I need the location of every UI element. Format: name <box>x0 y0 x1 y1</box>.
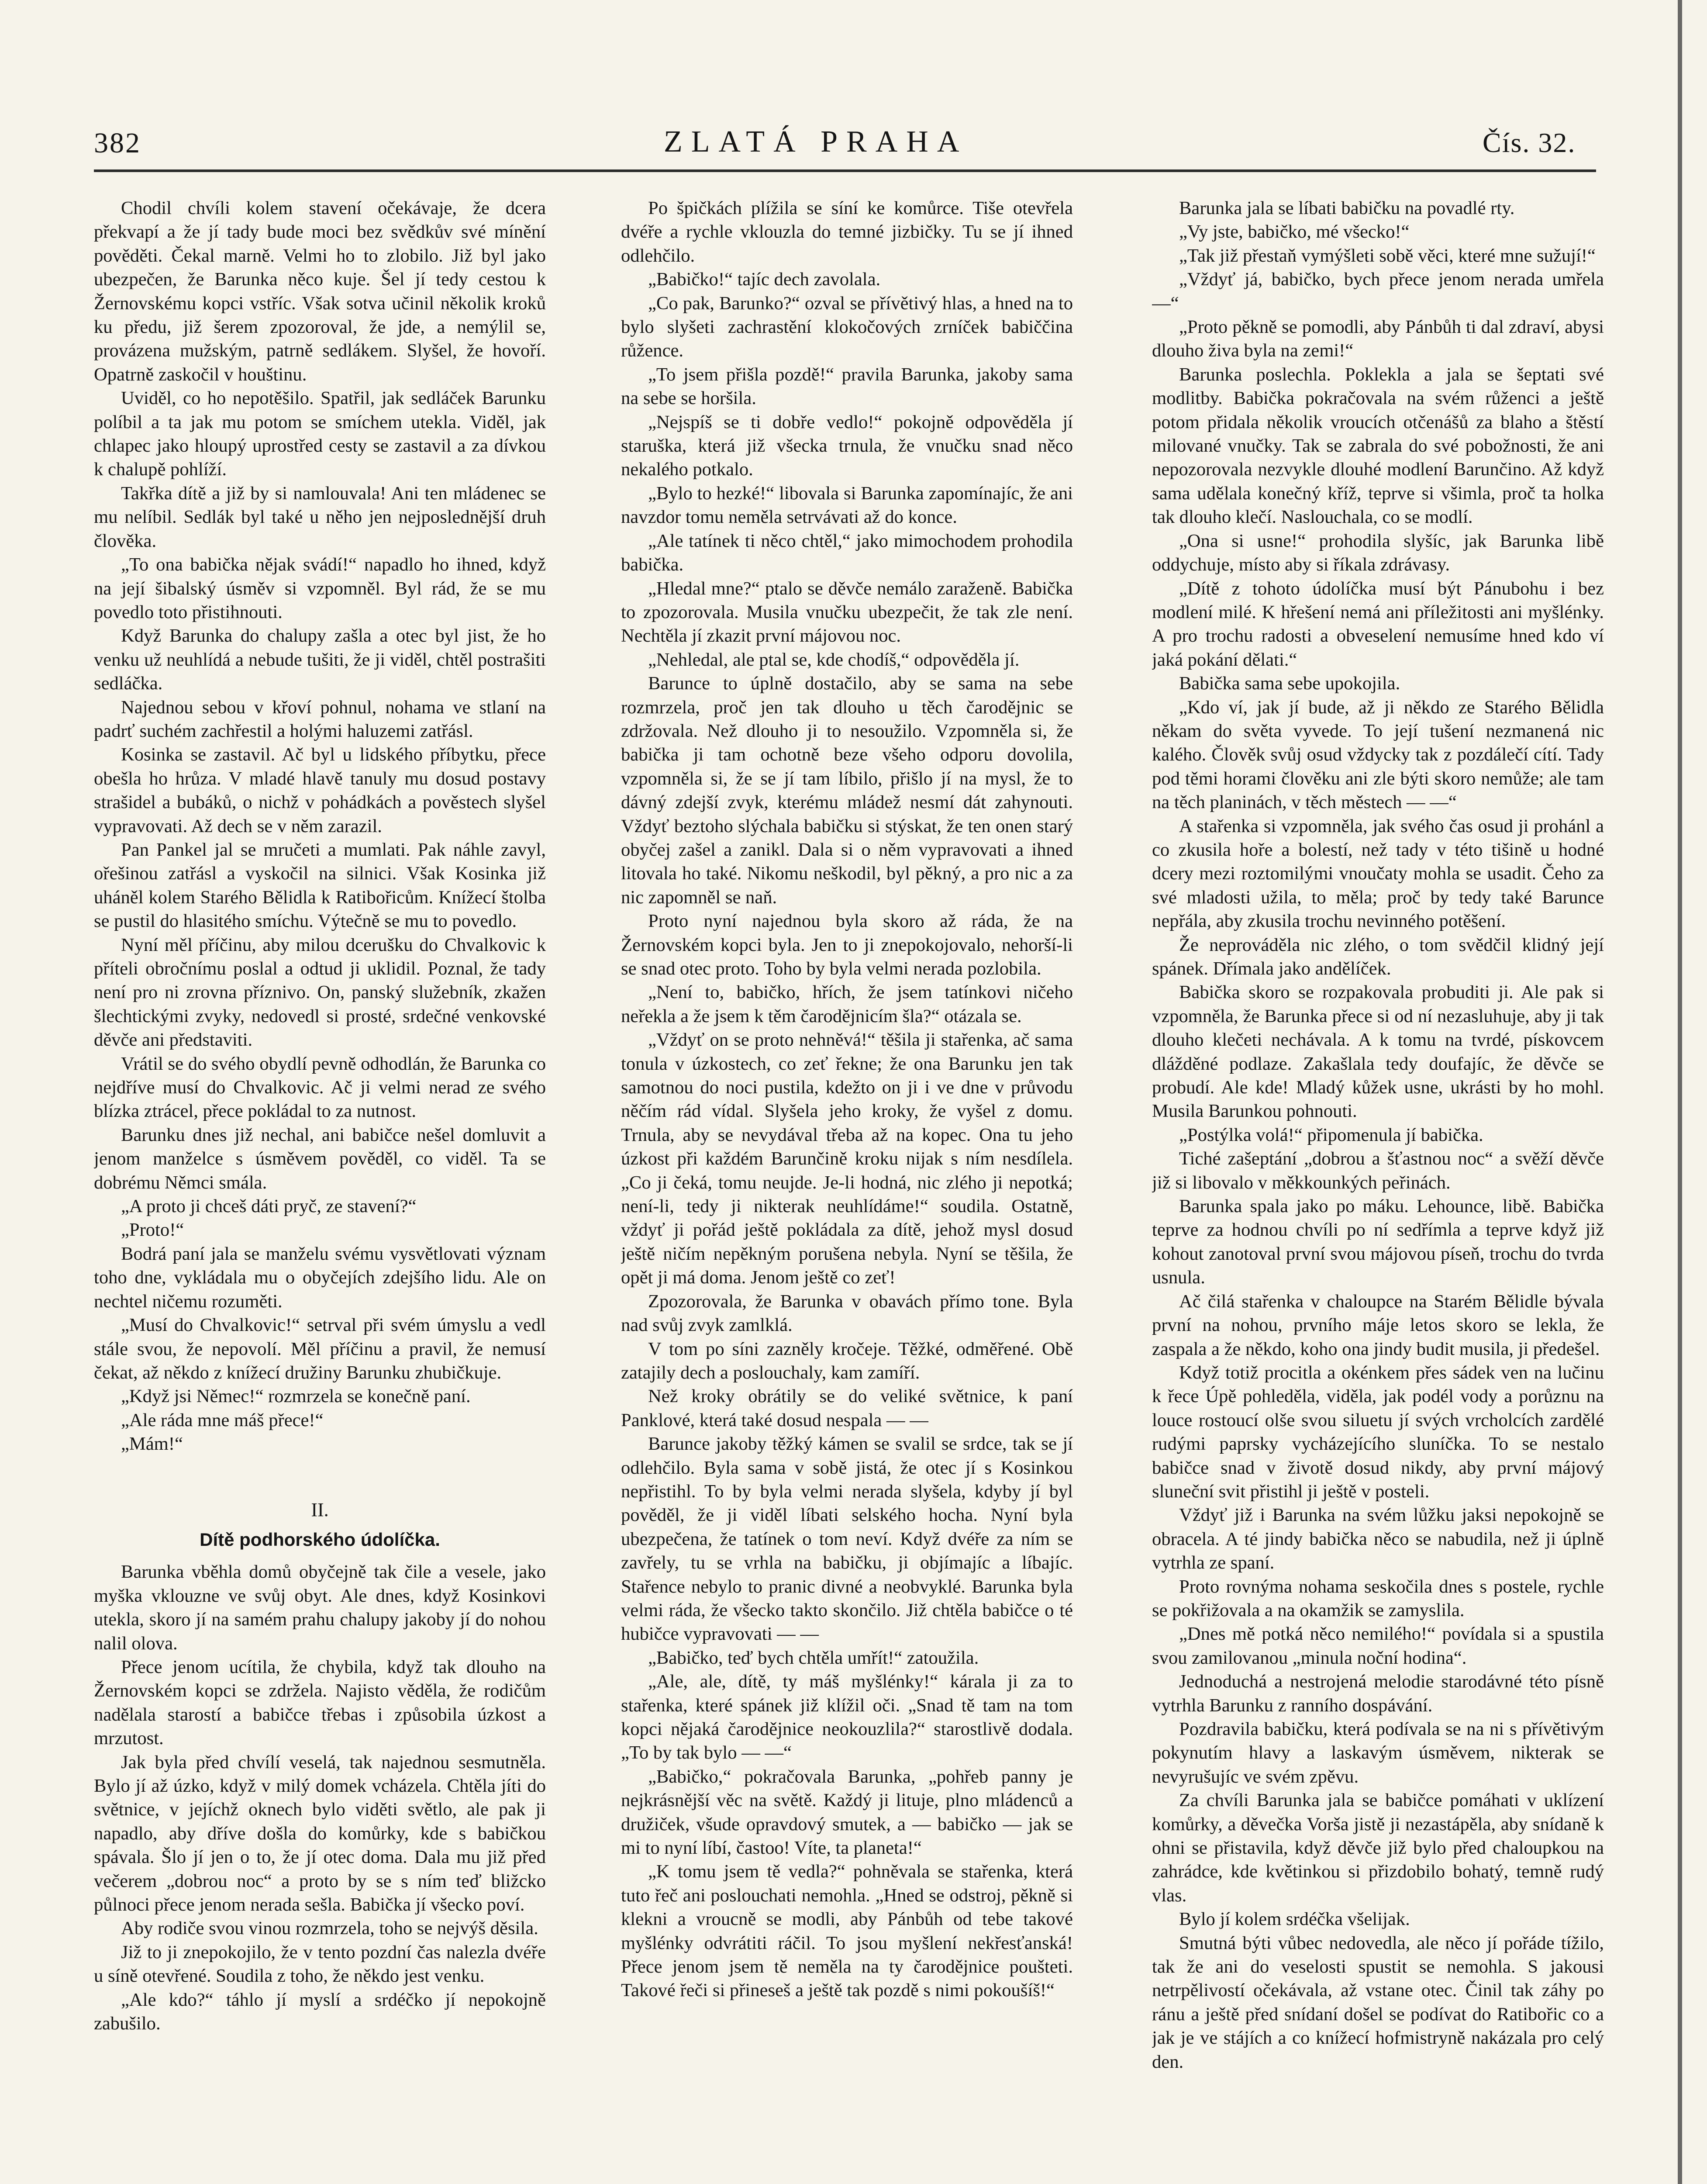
paragraph: Po špičkách plížila se síní ke komůrce. Tiše otevřela dvéře a rychle vklouzla do temné jizbičky. Tu se jí ihned odlehčilo. <box>621 198 1073 266</box>
paragraph: Barunce to úplně dostačilo, aby se sama na sebe rozmrzela, proč jen tak dlouho u těch čarodějnic se zdržovala. Než dlouho ji to nesoužilo. Vzpomněla si, že babička ji tam ochotně beze všeho odporu dovolila, vzpomněla si, že se jí tam líbilo, přišlo jí na mysl, že to dávný zdejší zvyk, kterému mládež nesmí dát zahynouti. Vždyť beztoho slýchala babičku si stýskat, že ten onen starý obyčej zašel a zanikl. Dala si o něm vypravovati a ihned litovala ho také. Nikomu neškodil, byl pěkný, a pro nic a za nic zapomněl se naň. <box>621 673 1073 908</box>
paragraph: „Vy jste, babičko, mé všecko!“ <box>1179 221 1410 242</box>
text-column-3 <box>1152 197 1604 2184</box>
paragraph: Najednou sebou v křoví pohnul, nohama ve stlaní na padrť suchém zachřestil a holými haluzemi zatřásl. <box>94 697 546 741</box>
paragraph: Chodil chvíli kolem stavení očekávaje, že dcera překvapí a že jí tady bude moci bez svědkův své mínění pověděti. Čekal marně. Velmi ho to zlobilo. Již byl jako ubezpečen, že Barunka něco kuje. Šel jí tedy cestou k Žernovskému kopci vstříc. Však sotva učinil několik kroků ku předu, již šerem zpozoroval, že jde, a nemýlil se, provázena mužským, patrně sedlákem. Slyšel, že hovoří. Opatrně zaskočil v houštinu. <box>94 198 546 385</box>
paragraph: „Nejspíš se ti dobře vedlo!“ pokojně odpověděla jí staruška, která již všecka trnula, že vnučku snad něco nekalého potkalo. <box>621 411 1073 480</box>
paragraph: „To ona babička nějak svádí!“ napadlo ho ihned, když na její šibalský úsměv si vzpomněl. Byl rád, že se mu povedlo toto přistihnouti. <box>94 554 546 622</box>
paragraph: Barunka spala jako po máku. Lehounce, libě. Babička teprve za hodnou chvíli po ní sedřímla a teprve když již kohout zanotoval první svou májovou píseň, trochu do tvrda usnula. <box>1152 1196 1604 1288</box>
paragraph: „Proto pěkně se pomodli, aby Pánbůh ti dal zdraví, abysi dlouho živa byla na zemi!“ <box>1152 317 1604 361</box>
paragraph: Barunka vběhla domů obyčejně tak čile a vesele, jako myška vklouzne ve svůj obyt. Ale dnes, když Kosinkovi utekla, skoro jí na samém prahu chalupy jakoby jí do nohou nalil olova. <box>94 1562 546 1654</box>
paragraph: Takřka dítě a již by si namlouvala! Ani ten mládenec se mu nelíbil. Sedlák byl také u něho jen nejposlednější druh člověka. <box>94 483 546 551</box>
paragraph: „K tomu jsem tě vedla?“ pohněvala se stařenka, která tuto řeč ani poslouchati nemohla. „Hned se odstroj, pěkně si klekni a vroucně se modli, aby Pánbůh od tebe takové myšlénky odvrátiti ráčil. To jsou myšlení nekřesťanská! Přece jenom jsem tě neměla na ty čarodějnice poušteti. Takové řeči si přineseš a ještě tak pozdě s nimi pokoušíš!“ <box>621 1861 1073 2001</box>
paragraph: „Bylo to hezké!“ libovala si Barunka zapomínajíc, že ani navzdor tomu neměla setrvávati až do konce. <box>621 483 1073 528</box>
paragraph: „Musí do Chvalkovic!“ setrval při svém úmyslu a vedl stále svou, že nepovolí. Měl příčinu a pravil, že nemusí čekat, až někdo z knížecí družiny Barunku zhubičkuje. <box>94 1315 546 1383</box>
paragraph: „Nehledal, ale ptal se, kde chodíš,“ odpověděla jí. <box>648 649 1020 670</box>
paragraph: Proto nyní najednou byla skoro až ráda, že na Žernovském kopci byla. Jen to ji znepokojovalo, nehorší-li se snad otec proto. Toho by byla velmi nerada pozlobila. <box>621 911 1073 979</box>
paragraph: Ač čilá stařenka v chaloupce na Starém Bělidle bývala první na nohou, prvního máje letos skoro se lekla, že zaspala a že někdo, koho ona jindy budit musila, ji předešel. <box>1152 1291 1604 1359</box>
paragraph: „Dítě z tohoto údolíčka musí být Pánubohu i bez modlení milé. K hřešení nemá ani příležitosti ani myšlénky. A pro trochu radosti a obveselení nemusíme hned kdo ví jaká pokání dělati.“ <box>1152 578 1604 670</box>
paragraph: Bylo jí kolem srdéčka všelijak. <box>1179 1909 1410 1930</box>
paragraph: Babička skoro se rozpakovala probuditi ji. Ale pak si vzpomněla, že Barunka přece si od ní nezasluhuje, aby ji tak dlouho klečeti nechávala. A k tomu na tvrdé, pískovcem dlážděné podlaze. Zakašlala tedy doufajíc, že děvče se probudí. Ale kde! Mladý kůžek usne, ukrásti by ho mohl. Musila Barunkou pohnouti. <box>1152 982 1604 1122</box>
text-column-2 <box>621 197 1073 2184</box>
paragraph: „Babičko,“ pokračovala Barunka, „pohřeb panny je nejkrásnější věc na světě. Každý ji lituje, plno mládenců a družiček, všude opravdový smutek, a — babičko — jak se mi to nyní líbí, častoo! Víte, ta planeta!“ <box>621 1766 1073 1859</box>
paragraph: „Proto!“ <box>121 1220 184 1241</box>
paragraph: Jednoduchá a nestrojená melodie starodávné této písně vytrhla Barunku z ranního dospávání. <box>1152 1671 1604 1716</box>
paragraph: „Kdo ví, jak jí bude, až ji někdo ze Starého Bělidla někam do světa vyvede. To její tušení nezmanená nic kalého. Člověk svůj osud vždycky tak z pozdálečí cítí. Tady pod těmi horami člověku ani zle býti skoro nemůže; ale tam na těch planinách, v těch městech — —“ <box>1152 697 1604 813</box>
paragraph: Že neprováděla nic zlého, o tom svědčil klidný její spánek. Dřímala jako andělíček. <box>1152 934 1604 979</box>
paragraph: „Ale ráda mne máš přece!“ <box>121 1410 324 1431</box>
paragraph: „Babičko!“ tajíc dech zavolala. <box>648 269 881 290</box>
paragraph: Vrátil se do svého obydlí pevně odhodlán, že Barunka co nejdříve musí do Chvalkovic. Ač ji velmi nerad ze svého blízka ztrácel, přece pokládal to za nutnost. <box>94 1053 546 1122</box>
paragraph: Jak byla před chvílí veselá, tak najednou sesmutněla. Bylo jí až úzko, když v milý domek vcházela. Chtěla jíti do světnice, v jejíchž oknech bylo viděti světlo, ale pak ji napadlo, aby dříve došla do komůrky, kde s babičkou spávala. Šlo jí jen o to, že jí otec doma. Dala mu již před večerem „dobrou noc“ a proto by se s ním teď bližcko půlnoci přece jenom nerada sešla. Babička jí všecko poví. <box>94 1752 546 1915</box>
paragraph: „Hledal mne?“ ptalo se děvče nemálo zaraženě. Babička to zpozorovala. Musila vnučku ubezpečit, že tak zle není. Nechtěla jí zkazit první májovou noc. <box>621 578 1073 646</box>
masthead-title: ZLATÁ PRAHA <box>664 125 968 159</box>
paragraph: Než kroky obrátily se do veliké světnice, k paní Panklové, která také dosud nespala — — <box>621 1386 1073 1431</box>
paragraph: Barunka poslechla. Poklekla a jala se šeptati své modlitby. Babička pokračovala na svém růženci a ještě potom přidala několik vroucích otčenášů za blaho a štěstí milované vnučky. Tak se zabrala do své pobožnosti, že ani nepozorovala nezvykle dlouhé modlení Barunčino. Až když sama udělala konečný kříž, teprve si všimla, proč ta holka tak dlouho klečí. Naslouchala, co se modlí. <box>1152 364 1604 528</box>
paragraph: „Dnes mě potká něco nemilého!“ povídala si a spustila svou zamilovanou „minula noční hodina“. <box>1152 1624 1604 1668</box>
page-number: 382 <box>94 127 141 159</box>
header-rule <box>94 169 1596 172</box>
paragraph: Vždyť již i Barunka na svém lůžku jaksi nepokojně se obracela. A té jindy babička něco se nabudila, než ji úplně vytrhla ze spaní. <box>1152 1505 1604 1573</box>
paragraph: Zpozorovala, že Barunka v obavách přímo tone. Byla nad svůj zvyk zamlklá. <box>621 1291 1073 1336</box>
paragraph: Smutná býti vůbec nedovedla, ale něco jí pořáde tížilo, tak že ani do veselosti spustit se nemohla. S jakousi netrpělivostí očekávala, až vstane otec. Činil tak záhy po ránu a ještě před snídaní došel se podívat do Ratibořic co a jak je ve stájích a co knížecí hofmistryně nakázala pro celý den. <box>1152 1932 1604 2072</box>
paragraph: „Ale, ale, dítě, ty máš myšlénky!“ kárala ji za to stařenka, které spánek již klížil oči. „Snad tě tam na tom kopci nějaká čarodějnice neokouzlila?“ starostlivě dodala. „To by tak bylo — —“ <box>621 1671 1073 1763</box>
paragraph: Barunce jakoby těžký kámen se svalil se srdce, tak se jí odlehčilo. Byla sama v sobě jistá, že otec jí s Kosinkou nepřistihl. To by byla velmi nerada slyšela, kdyby jí byl pověděl, že ji viděl líbati selského hocha. Nyní byla ubezpečena, že tatínek o tom neví. Když dvéře za ním se zavřely, tu se vrhla na babičku, ji objímajíc a líbajíc. Stařence nebylo to pranic divné a neobvyklé. Barunka byla velmi ráda, že všecko takto skončilo. Již chtěla babičce o té hubičce vypravovati — — <box>621 1434 1073 1645</box>
paragraph: Pan Pankel jal se mručeti a mumlati. Pak náhle zavyl, ořešinou zatřásl a vyskočil na silnici. Však Kosinka již uháněl kolem Starého Bělidla k Ratibořicům. Knížecí štolba se pustil do hlasitého smíchu. Výtečně se mu to povedlo. <box>94 839 546 932</box>
paragraph: Babička sama sebe upokojila. <box>1179 673 1400 694</box>
paragraph: „Když jsi Němec!“ rozmrzela se konečně paní. <box>121 1386 471 1407</box>
paragraph: „A proto ji chceš dáti pryč, ze stavení?“ <box>121 1196 417 1217</box>
paragraph: V tom po síni zazněly kročeje. Těžké, odměřené. Obě zatajily dech a poslouchaly, kam zamíří. <box>621 1338 1073 1383</box>
paragraph: „Ona si usne!“ prohodila slyšíc, jak Barunka libě oddychuje, místo aby si říkala zdrávasy. <box>1152 530 1604 575</box>
paragraph: Proto rovnýma nohama seskočila dnes s postele, rychle se pokřižovala a na okamžik se zamyslila. <box>1152 1576 1604 1621</box>
paragraph: „Mám!“ <box>121 1434 183 1455</box>
paragraph: Bodrá paní jala se manželu svému vysvětlovati význam toho dne, vykládala mu o obyčejích zdejšího lidu. Ale on nechtel ničemu rozuměti. <box>94 1243 546 1312</box>
paragraph: „Babičko, teď bych chtěla umřít!“ zatoužila. <box>648 1647 979 1668</box>
paragraph: Kosinka se zastavil. Ač byl u lidského příbytku, přece obešla ho hrůza. V mladé hlavě tanuly mu dosud postavy strašidel a bubáků, o nichž v pohádkách a pověstech slyšel vypravovati. Až dech se v něm zarazil. <box>94 744 546 836</box>
paragraph: Pozdravila babičku, která podívala se na ni s přívětivým pokynutím hlavy a laskavým úsměvem, nikterak se nevyrušujíc ve svém zpěvu. <box>1152 1719 1604 1787</box>
paragraph: Když Barunka do chalupy zašla a otec byl jist, že ho venku už neuhlídá a nebude tušiti, že ji viděl, chtěl postrašiti sedláčka. <box>94 625 546 694</box>
paragraph: „Vždyť on se proto nehněvá!“ těšila ji stařenka, ač sama tonula v úzkostech, co zeť řekne; že ona Barunku jen tak samotnou do noci pustila, kdežto on ji i ve dne v průvodu něčím rád vídal. Slyšela jeho kroky, že vyšel z domu. Trnula, aby se nevydával třeba až na kopec. Ona tu jeho úzkost při každém Barunčině kroku nijak s ním nesdílela. „Co ji čeká, tomu neujde. Je-li hodná, nic zlého ji nepotká; není-li, tedy ji nikterak neuhlídáme!“ soudila. Ostatně, vždyť ji pořád ještě pokládala za dítě, jehož mysl dosud ještě ničím nepěkným porušena nebyla. Nyní se těšila, že opět ji má doma. Jenom ještě co zeť! <box>621 1030 1073 1288</box>
paragraph: Tiché zašeptání „dobrou a šťastnou noc“ a svěží děvče již si libovalo v měkkounkých peřinách. <box>1152 1148 1604 1193</box>
paragraph: Barunku dnes již nechal, ani babičce nešel domluvit a jenom manželce s úsměvem pověděl, co viděl. Ta se dobrému Němci smála. <box>94 1124 546 1193</box>
chapter-title: Dítě podhorského údolíčka. <box>200 1529 440 1550</box>
paragraph: Aby rodiče svou vinou rozmrzela, toho se nejvýš děsila. <box>121 1918 538 1939</box>
paragraph: „Ale kdo?“ táhlo jí myslí a srdéčko jí nepokojně zabušilo. <box>94 1989 546 2034</box>
text-column-1 <box>94 197 546 2184</box>
paragraph: „To jsem přišla pozdě!“ pravila Barunka, jakoby sama na sebe se horšila. <box>621 364 1073 409</box>
paragraph: Nyní měl příčinu, aby milou dcerušku do Chvalkovic k příteli obročnímu poslal a odtud ji uklidil. Poznal, že tady není pro ni zrovna příznivo. On, panský služebník, zkažen šlechtickými zvyky, nedovedl si prosté, srdečné venkovské děvče ani představiti. <box>94 934 546 1051</box>
paragraph: „Vždyť já, babičko, bych přece jenom nerada umřela —“ <box>1152 269 1604 314</box>
paragraph: „Tak již přestaň vymýšleti sobě věci, které mne sužují!“ <box>1179 245 1596 266</box>
paragraph: Když totiž procitla a okénkem přes sádek ven na lučinu k řece Úpě pohleděla, viděla, jak podél vody a porůznu na louce rostoucí olše svou siluetu jí svých vrcholcích zardělé rudými paprsky vycházejícího sluníčka. To se nestalo babičce snad v životě dosud nikdy, aby první májový sluneční svit přistihl ji ještě v posteli. <box>1152 1362 1604 1502</box>
paragraph: „Ale tatínek ti něco chtěl,“ jako mimochodem prohodila babička. <box>621 530 1073 575</box>
paragraph: A stařenka si vzpomněla, jak svého čas osud ji prohánl a co zkusila hoře a bolestí, než tady v této tišině u hodné dcery mezi roztomilými vnoučaty mohla se usadit. Čeho za své mladosti užila, to měla; proč by tedy také Barunce nepřála, aby zkusila trochu nevinného potěšení. <box>1152 816 1604 932</box>
binding-edge <box>1678 0 1682 2184</box>
paragraph: „Není to, babičko, hřích, že jsem tatínkovi ničeho neřekla a že jsem k těm čarodějnicím šla?“ otázala se. <box>621 982 1073 1026</box>
paragraph: Barunka jala se líbati babičku na povadlé rty. <box>1179 198 1515 218</box>
paragraph: Za chvíli Barunka jala se babičce pomáhati v uklízení komůrky, a děvečka Vorša jistě ji nezastápěla, aby snídaně k ohni se přistavila, když děvče již bylo před chaloupkou na zahrádce, kde květinkou si přizdobilo bohatý, temně rudý vlas. <box>1152 1790 1604 1906</box>
chapter-number: II. <box>311 1499 329 1521</box>
paragraph: Přece jenom ucítila, že chybila, když tak dlouho na Žernovském kopci se zdržela. Najisto věděla, že rodičům nadělala starostí a babičce třebas i způsobila úzkost a mrzutost. <box>94 1656 546 1749</box>
paragraph: „Co pak, Barunko?“ ozval se přívětivý hlas, a hned na to bylo slyšeti zachrastění klokočových zrníček babiččina růžence. <box>621 293 1073 361</box>
paragraph: Uviděl, co ho nepotěšilo. Spatřil, jak sedláček Barunku políbil a ta jak mu potom se smíchem utekla. Viděl, jak chlapec jako hloupý uprostřed cesty se zastavil a za dívkou k chalupě pohlíží. <box>94 388 546 480</box>
issue-number: Čís. 32. <box>1483 127 1576 158</box>
paragraph: Již to ji znepokojilo, že v tento pozdní čas nalezla dvéře u síně otevřené. Soudila z toho, že někdo jest venku. <box>94 1942 546 1987</box>
paragraph: „Postýlka volá!“ připomenula jí babička. <box>1179 1124 1483 1145</box>
